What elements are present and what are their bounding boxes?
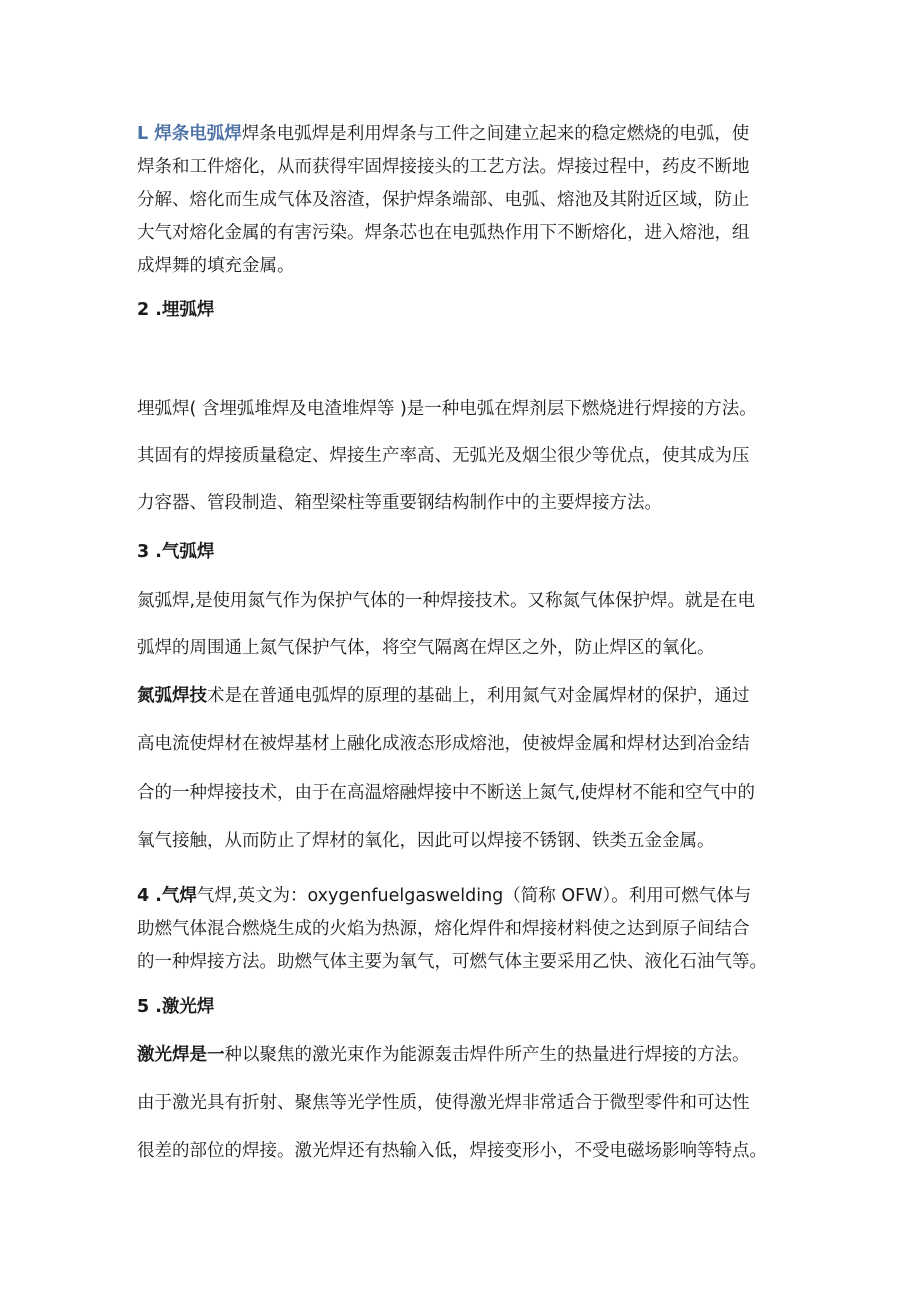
- s5-line-2: 由于激光具有折射、聚焦等光学性质，使得激光焊非常适合于微型零件和可达性: [137, 1093, 750, 1113]
- s3-p2-line-2: 高电流使焊材在被焊基材上融化成液态形成熔池，使被焊金属和焊材达到冶金结: [137, 734, 750, 754]
- s2-line-1: 埋弧焊( 含埋弧堆焊及电渣堆焊等 )是一种电弧在焊剂层下燃烧进行焊接的方法。: [137, 399, 757, 419]
- s5-text: 种以聚焦的激光束作为能源轰击焊件所产生的热量进行焊接的方法。: [224, 1045, 750, 1065]
- s5-heading: 5 .激光焊: [137, 997, 215, 1017]
- s1-line-5: 成焊舞的填充金属。: [137, 256, 295, 276]
- s1-line-4: 大气对熔化金属的有害污染。焊条芯也在电弧热作用下不断熔化，进入熔池，组: [137, 223, 750, 243]
- s4-lead: 4 .气焊: [137, 886, 197, 906]
- s1-line-2: 焊条和工件熔化，从而获得牢固焊接接头的工艺方法。焊接过程中，药皮不断地: [137, 157, 750, 177]
- s3-p2-line-3: 合的一种焊接技术，由于在高温熔融焊接中不断送上氮气,使焊材不能和空气中的: [137, 783, 756, 803]
- s3-p2-text: 术是在普通电弧焊的原理的基础上，利用氮气对金属焊材的保护，通过: [207, 686, 750, 706]
- s2-line-2: 其固有的焊接质量稳定、焊接生产率高、无弧光及烟尘很少等优点，使其成为压: [137, 446, 750, 466]
- s5-line-3: 很差的部位的焊接。激光焊还有热输入低，焊接变形小，不受电磁场影响等特点。: [137, 1141, 767, 1161]
- s1-line-1: [137, 122, 797, 146]
- s4-line-1: [137, 884, 797, 908]
- s3-p2-lead: 氮弧焊技: [137, 686, 207, 706]
- s4-text: 气焊,英文为：oxygenfuelgaswelding（简称 OFW）。利用可燃气体与: [196, 886, 752, 906]
- s4-line-2: 助燃气体混合燃烧生成的火焰为热源，熔化焊件和焊接材料使之达到原子间结合: [137, 919, 750, 939]
- s3-p1-line-2: 弧焊的周围通上氮气保护气体，将空气隔离在焊区之外，防止焊区的氧化。: [137, 638, 715, 658]
- s3-p2-line-1: [137, 684, 797, 708]
- s3-p2-line-4: 氧气接触，从而防止了焊材的氧化，因此可以焊接不锈钢、铁类五金金属。: [137, 831, 715, 851]
- s1-lead: L 焊条电弧焊: [137, 124, 242, 144]
- s4-line-3: 的一种焊接方法。助燃气体主要为氧气，可燃气体主要采用乙快、液化石油气等。: [137, 952, 767, 972]
- s3-p1-line-1: 氮弧焊,是使用氮气作为保护气体的一种焊接技术。又称氮气体保护焊。就是在电: [137, 591, 756, 611]
- s5-lead: 激光焊是一: [137, 1045, 225, 1065]
- s3-heading: 3 .气弧焊: [137, 542, 215, 562]
- s1-line-3: 分解、熔化而生成气体及溶渣，保护焊条端部、电弧、熔池及其附近区域，防止: [137, 190, 750, 210]
- s5-line-1: [137, 1043, 797, 1067]
- s1-text: 焊条电弧焊是利用焊条与工件之间建立起来的稳定燃烧的电弧，使: [241, 124, 750, 144]
- s2-heading: 2 .埋弧焊: [137, 300, 215, 320]
- s2-line-3: 力容器、管段制造、箱型梁柱等重要钢结构制作中的主要焊接方法。: [137, 493, 662, 513]
